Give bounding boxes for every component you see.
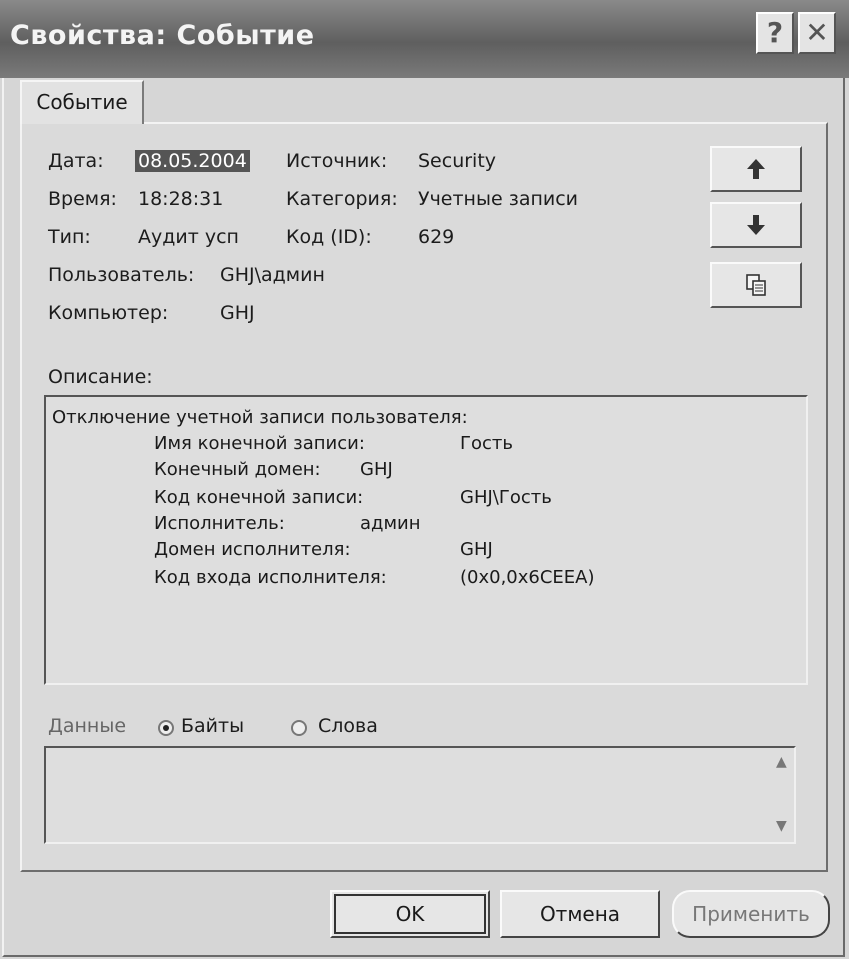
desc-key-3: Код конечной записи:	[154, 487, 364, 508]
id-label: Код (ID):	[286, 226, 372, 248]
computer-value: GHJ	[220, 302, 255, 324]
words-radio-label[interactable]: Слова	[318, 715, 378, 737]
help-icon: ?	[766, 16, 784, 49]
date-value[interactable]	[135, 150, 250, 172]
type-label: Тип:	[48, 226, 91, 248]
data-label: Данные	[48, 715, 127, 737]
copy-button[interactable]	[710, 262, 802, 308]
data-textbox[interactable]	[44, 746, 796, 844]
desc-value-4: админ	[360, 513, 421, 534]
desc-key-4: Исполнитель:	[154, 513, 285, 534]
tab-event[interactable]: Событие	[20, 80, 144, 124]
time-label: Время:	[48, 188, 117, 210]
description-label: Описание:	[48, 366, 153, 388]
source-value: Security	[418, 150, 497, 172]
previous-event-button[interactable]	[710, 146, 802, 192]
category-value: Учетные записи	[418, 188, 579, 210]
desc-key-2: Конечный домен:	[154, 459, 321, 480]
copy-icon	[744, 273, 768, 297]
arrow-up-icon	[746, 158, 766, 180]
computer-label: Компьютер:	[48, 302, 169, 324]
user-label: Пользователь:	[48, 264, 195, 286]
close-button[interactable]	[798, 12, 836, 54]
desc-value-6: (0x0,0x6CEEA)	[460, 567, 595, 588]
desc-value-1: Гость	[460, 433, 513, 454]
title-bar	[0, 0, 849, 78]
desc-key-5: Домен исполнителя:	[154, 539, 351, 560]
scroll-down-icon[interactable]: ▼	[776, 818, 787, 834]
time-value: 18:28:31	[138, 188, 224, 210]
bytes-radio-label[interactable]: Байты	[181, 715, 245, 737]
date-label: Дата:	[48, 150, 104, 172]
id-value: 629	[418, 226, 455, 248]
description-heading: Отключение учетной записи пользователя:	[52, 407, 468, 428]
desc-key-1: Имя конечной записи:	[154, 433, 365, 454]
desc-value-3: GHJ\Гость	[460, 487, 552, 508]
apply-button[interactable]: Применить	[672, 890, 830, 938]
date-value-text: 08.05.2004	[135, 150, 250, 172]
type-value: Аудит усп	[138, 226, 239, 248]
user-value: GHJ\админ	[220, 264, 325, 286]
desc-value-2: GHJ	[360, 459, 393, 480]
bytes-radio[interactable]	[158, 720, 174, 736]
source-label: Источник:	[286, 150, 388, 172]
ok-button[interactable]: OK	[330, 890, 490, 938]
words-radio[interactable]	[291, 720, 307, 736]
desc-key-6: Код входа исполнителя:	[154, 567, 387, 588]
next-event-button[interactable]	[710, 202, 802, 248]
close-icon: ✕	[805, 16, 829, 49]
desc-value-5: GHJ	[460, 539, 493, 560]
help-button[interactable]	[756, 12, 794, 54]
category-label: Категория:	[286, 188, 398, 210]
arrow-down-icon	[746, 214, 766, 236]
scroll-up-icon[interactable]: ▲	[776, 754, 787, 770]
window-title: Свойства: Событие	[10, 20, 315, 51]
cancel-button[interactable]: Отмена	[500, 890, 660, 938]
description-textbox[interactable]	[44, 395, 808, 685]
